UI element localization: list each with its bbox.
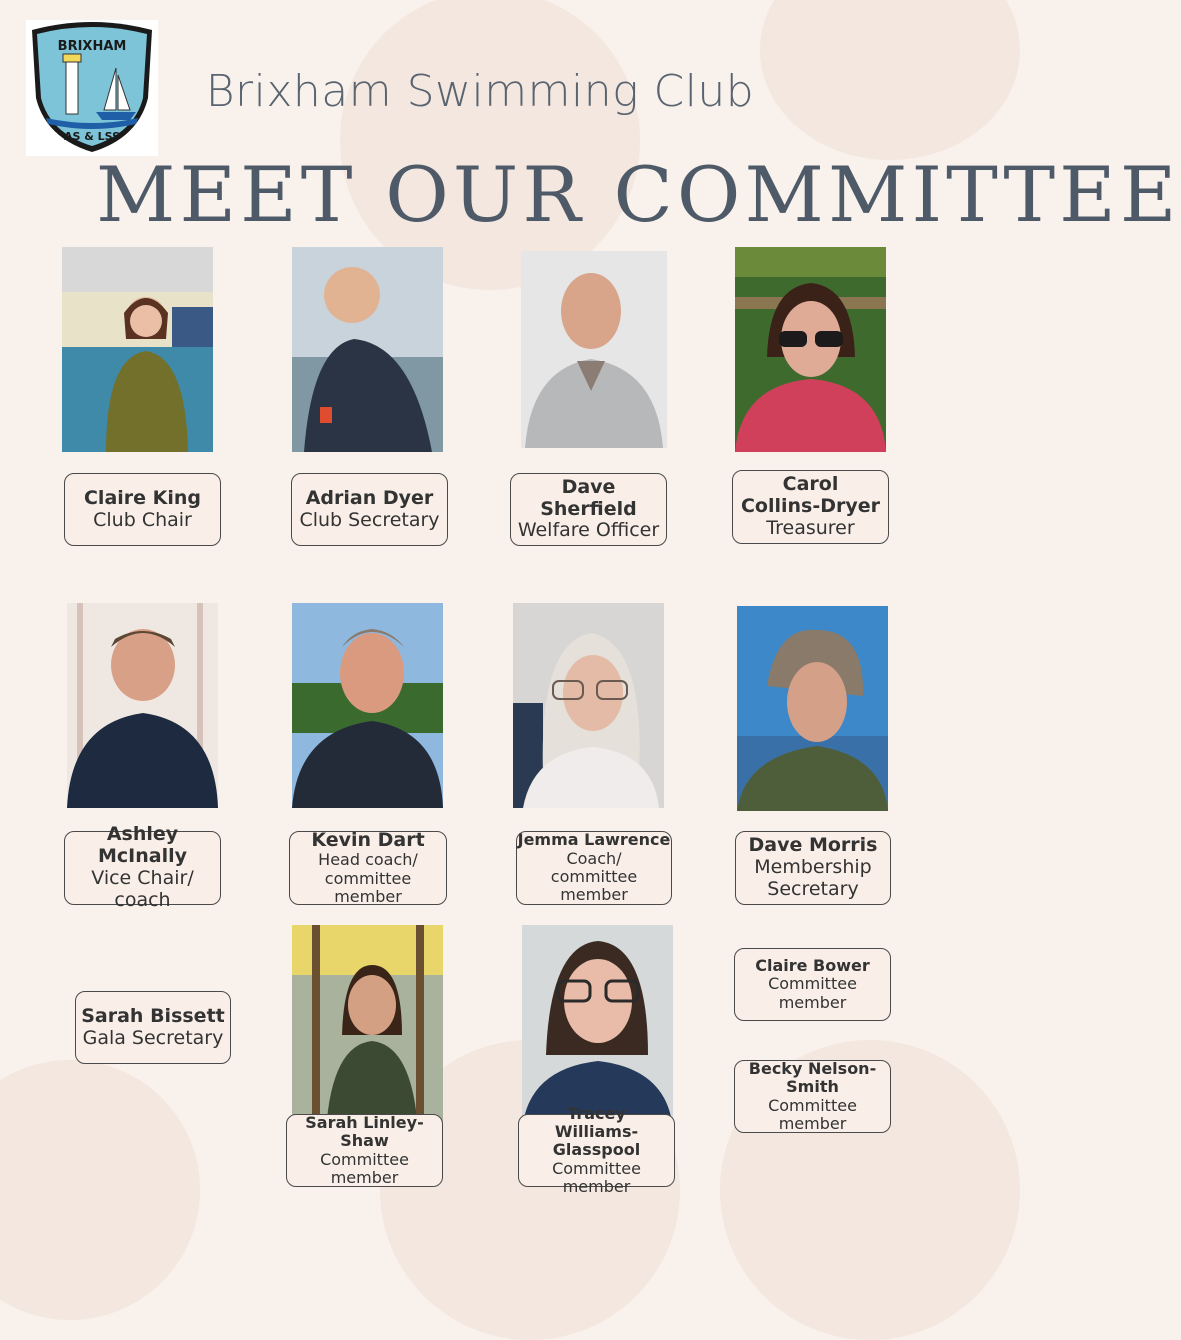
member-name-line2: Collins-Dryer: [740, 495, 881, 518]
member-role-line2: committee member: [550, 867, 638, 905]
member-role-line1: Committee: [320, 1149, 409, 1169]
label-dave-morris: [735, 831, 891, 905]
member-role-line1: Membership: [754, 856, 872, 879]
member-name: Sarah Linley-Shaw: [305, 1112, 424, 1151]
photo-ashley-mcinally: [67, 603, 218, 808]
page-headline: MEET OUR COMMITTEE: [96, 150, 1181, 239]
label-dave-sherfield: [510, 473, 667, 546]
member-role: Club Secretary: [299, 508, 440, 531]
member-name: Sarah Bissett: [81, 1004, 225, 1027]
member-role: Club Chair: [93, 508, 192, 531]
photo-jemma-lawrence: [513, 603, 664, 808]
member-name: Jemma Lawrence: [517, 830, 671, 850]
member-role-line1: Head coach/: [318, 850, 418, 870]
member-name-line2: Smith: [786, 1077, 839, 1097]
photo-sarah-linley-shaw: [292, 925, 443, 1130]
logo-top-text: BRIXHAM: [57, 39, 127, 54]
member-role-line2: committee member: [324, 868, 412, 907]
photo-kevin-dart: [292, 603, 443, 808]
member-name: Ashley McInally: [98, 823, 187, 868]
logo-bottom-text: AS & LSS: [63, 130, 121, 143]
member-role: Gala Secretary: [82, 1026, 224, 1049]
member-role-line2: member: [562, 1177, 631, 1197]
member-role: Welfare Officer: [517, 519, 660, 542]
member-name: Claire Bower: [755, 955, 870, 975]
label-claire-king: [64, 473, 221, 546]
member-role-line1: Committee: [768, 974, 857, 994]
photo-adrian-dyer: [292, 247, 443, 452]
label-ashley-mcinally: [64, 823, 221, 911]
member-name-line1: Becky Nelson-: [748, 1058, 877, 1078]
member-name-line1: Tracey: [567, 1103, 626, 1123]
photo-claire-king: [62, 247, 213, 452]
member-role: Treasurer: [766, 516, 855, 539]
bg-circle-bottom-left: [0, 1060, 200, 1320]
label-claire-bower: [734, 948, 891, 1021]
member-role-line1: Committee: [552, 1158, 641, 1178]
label-kevin-dart: [289, 828, 447, 907]
member-name-line2: Williams-Glasspool: [552, 1121, 641, 1160]
member-role-line1: Vice Chair/: [91, 867, 194, 889]
label-carol-collins-dryer: [732, 470, 889, 544]
club-name: Brixham Swimming Club: [205, 66, 755, 117]
member-role-line2: member: [778, 992, 847, 1012]
member-name: Dave Sherfield: [540, 475, 637, 520]
member-role-line2: member: [330, 1167, 399, 1187]
label-adrian-dyer: [291, 473, 448, 546]
member-role-line1: Coach/: [566, 848, 622, 868]
label-becky-nelson-smith: [734, 1060, 891, 1133]
member-role-line2: coach: [114, 888, 171, 911]
photo-dave-sherfield: [521, 251, 667, 448]
label-tracey-williams-glasspool: [518, 1103, 675, 1197]
photo-dave-morris: [737, 606, 888, 811]
member-name-line1: Carol: [782, 473, 839, 496]
label-jemma-lawrence: [516, 831, 672, 905]
member-role-line2: Secretary: [767, 877, 859, 900]
member-name: Dave Morris: [748, 834, 878, 857]
member-name: Kevin Dart: [311, 828, 425, 851]
member-role: Committee member: [768, 1095, 857, 1133]
label-sarah-bissett: [75, 991, 231, 1064]
photo-carol-collins-dryer: [735, 247, 886, 452]
label-sarah-linley-shaw: [286, 1114, 443, 1187]
member-name: Claire King: [83, 486, 202, 509]
photo-tracey-williams-glasspool: [522, 925, 673, 1130]
member-name: Adrian Dyer: [305, 486, 434, 509]
